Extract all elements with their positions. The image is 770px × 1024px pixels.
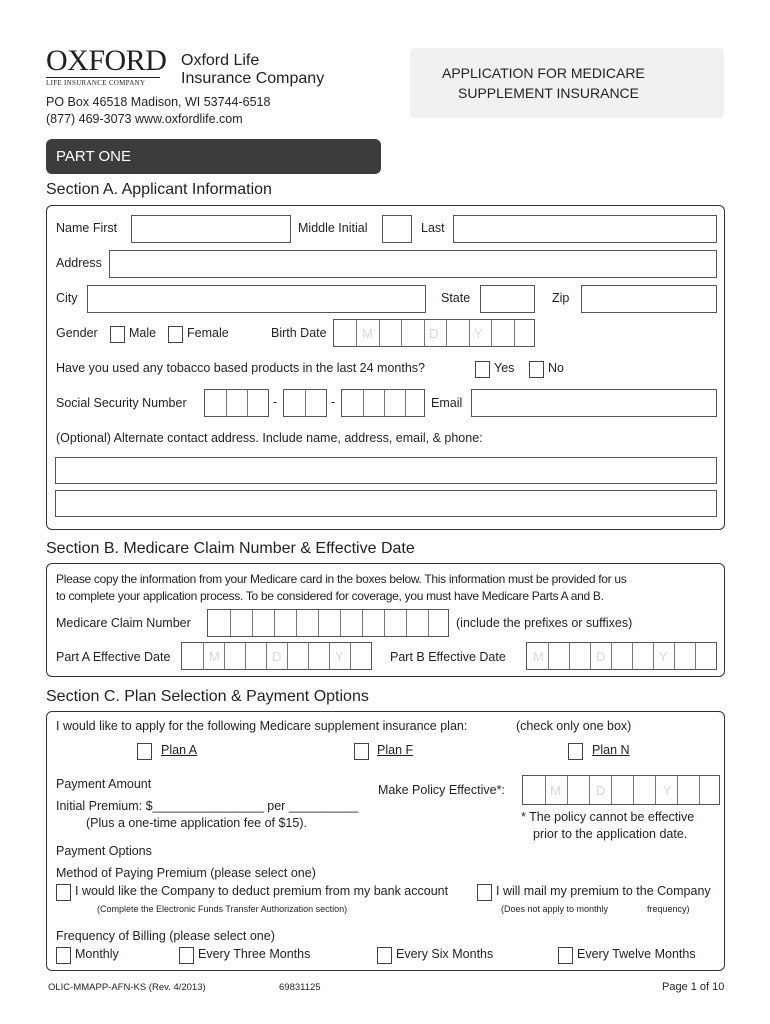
section-b-instructions-line2: to complete your application process. To be considered for coverage, you must have Medicare Parts A and B. <box>56 589 604 603</box>
claim-number-input[interactable] <box>207 609 449 637</box>
address-input[interactable] <box>109 250 717 278</box>
plan-n-checkbox[interactable] <box>568 743 583 760</box>
tobacco-yes-checkbox[interactable] <box>475 361 490 378</box>
part-b-date-label: Part B Effective Date <box>390 650 506 664</box>
tobacco-no-checkbox[interactable] <box>529 361 544 378</box>
effective-date-input[interactable] <box>522 775 720 805</box>
ssn-dash-1: - <box>273 395 278 409</box>
alt-contact-input-line1[interactable] <box>55 457 717 484</box>
birth-month-placeholder: M <box>362 326 373 341</box>
city-label: City <box>56 291 78 305</box>
ssn-label: Social Security Number <box>56 396 187 410</box>
section-c-title: Section C. Plan Selection & Payment Options <box>46 688 369 705</box>
mail-premium-note-a: (Does not apply to monthly <box>501 904 609 914</box>
plan-f-checkbox[interactable] <box>354 743 369 760</box>
policy-note-line1: * The policy cannot be effective <box>521 810 695 824</box>
last-name-input[interactable] <box>453 215 717 243</box>
initial-premium-line[interactable]: Initial Premium: $________________ per __________ <box>56 799 359 813</box>
ssn-part2-input[interactable] <box>283 389 327 417</box>
address-label: Address <box>56 256 102 270</box>
effective-month-placeholder: M <box>550 783 561 798</box>
zip-label: Zip <box>552 291 570 305</box>
mail-premium-checkbox[interactable] <box>477 884 492 901</box>
make-effective-label: Make Policy Effective*: <box>378 783 505 797</box>
gender-label: Gender <box>56 326 98 340</box>
three-months-label: Every Three Months <box>198 947 311 961</box>
email-input[interactable] <box>471 389 717 417</box>
barcode-number: 69831125 <box>279 982 321 993</box>
prefix-note: (include the prefixes or suffixes) <box>456 616 633 630</box>
tobacco-question: Have you used any tobacco based products in the last 24 months? <box>56 361 425 375</box>
part-a-month-placeholder: M <box>209 649 220 664</box>
monthly-checkbox[interactable] <box>56 947 71 964</box>
birth-day-placeholder: D <box>429 326 439 341</box>
plan-f-label: Plan F <box>377 743 414 757</box>
policy-note-line2: prior to the application date. <box>533 827 688 841</box>
first-name-input[interactable] <box>131 215 291 243</box>
male-label: Male <box>129 326 157 340</box>
male-checkbox[interactable] <box>110 326 125 343</box>
state-label: State <box>441 291 471 305</box>
deduct-bank-checkbox[interactable] <box>56 884 71 901</box>
page-number: Page 1 of 10 <box>662 981 725 993</box>
effective-day-placeholder: D <box>596 783 606 798</box>
ssn-dash-2: - <box>331 395 336 409</box>
email-label: Email <box>431 396 463 410</box>
company-name-line1: Oxford Life <box>181 52 260 69</box>
six-months-checkbox[interactable] <box>377 947 392 964</box>
birth-date-label: Birth Date <box>271 326 327 340</box>
application-fee-note: (Plus a one-time application fee of $15). <box>86 816 307 830</box>
logo-subtitle: LIFE INSURANCE COMPANY <box>46 79 146 87</box>
mail-premium-note-b: frequency) <box>647 904 690 914</box>
part-a-date-input[interactable] <box>181 642 372 670</box>
company-name-line2: Insurance Company <box>181 70 325 87</box>
section-b-title: Section B. Medicare Claim Number & Effective Date <box>46 540 415 557</box>
plan-a-label: Plan A <box>161 743 198 757</box>
effective-year-placeholder: Y <box>663 783 672 798</box>
middle-initial-input[interactable] <box>382 215 412 243</box>
name-first-label: Name First <box>56 221 118 235</box>
plan-n-label: Plan N <box>592 743 630 757</box>
deduct-bank-note: (Complete the Electronic Funds Transfer Authorization section) <box>97 904 348 914</box>
city-input[interactable] <box>87 285 426 313</box>
company-address: PO Box 46518 Madison, WI 53744-6518 <box>46 95 271 109</box>
oxford-logo <box>46 44 167 88</box>
birth-year-placeholder: Y <box>474 326 483 341</box>
apply-text: I would like to apply for the following Medicare supplement insurance plan: <box>56 719 468 733</box>
part-one-banner <box>46 139 381 174</box>
state-input[interactable] <box>480 285 535 313</box>
twelve-months-label: Every Twelve Months <box>577 947 696 961</box>
six-months-label: Every Six Months <box>396 947 494 961</box>
check-one-note: (check only one box) <box>516 719 632 733</box>
ssn-part3-input[interactable] <box>341 389 425 417</box>
alt-contact-input-line2[interactable] <box>55 490 717 517</box>
part-b-year-placeholder: Y <box>659 649 668 664</box>
part-a-day-placeholder: D <box>272 649 282 664</box>
monthly-label: Monthly <box>75 947 119 961</box>
method-label: Method of Paying Premium (please select one) <box>56 866 316 880</box>
ssn-part1-input[interactable] <box>204 389 269 417</box>
part-a-date-label: Part A Effective Date <box>56 650 171 664</box>
three-months-checkbox[interactable] <box>179 947 194 964</box>
form-title-box <box>410 48 724 118</box>
middle-initial-label: Middle Initial <box>298 221 368 235</box>
form-title-line2: SUPPLEMENT INSURANCE <box>458 85 640 101</box>
company-contact: (877) 469-3073 www.oxfordlife.com <box>46 112 243 126</box>
zip-input[interactable] <box>581 285 717 313</box>
birth-date-input[interactable] <box>333 319 535 347</box>
frequency-label: Frequency of Billing (please select one) <box>56 929 275 943</box>
twelve-months-checkbox[interactable] <box>558 947 573 964</box>
part-a-year-placeholder: Y <box>335 649 344 664</box>
alt-contact-label: (Optional) Alternate contact address. Include name, address, email, & phone: <box>56 431 483 445</box>
female-checkbox[interactable] <box>168 326 183 343</box>
part-b-month-placeholder: M <box>533 649 544 664</box>
mail-premium-label: I will mail my premium to the Company <box>496 884 711 898</box>
tobacco-no-label: No <box>548 361 564 375</box>
part-b-date-input[interactable] <box>526 642 717 670</box>
part-b-day-placeholder: D <box>596 649 606 664</box>
form-code: OLIC-MMAPP-AFN-KS (Rev. 4/2013) <box>48 982 206 993</box>
claim-number-label: Medicare Claim Number <box>56 616 191 630</box>
deduct-bank-label: I would like the Company to deduct premium from my bank account <box>75 884 449 898</box>
tobacco-yes-label: Yes <box>494 361 515 375</box>
logo-word: OXFORD <box>46 44 167 77</box>
payment-amount-label: Payment Amount <box>56 777 152 791</box>
plan-a-checkbox[interactable] <box>137 743 152 760</box>
part-one-label: PART ONE <box>56 148 132 165</box>
female-label: Female <box>187 326 229 340</box>
payment-options-label: Payment Options <box>56 844 152 858</box>
last-name-label: Last <box>421 221 445 235</box>
section-b-instructions-line1: Please copy the information from your Medicare card in the boxes below. This information must be provided for us <box>56 572 627 586</box>
form-title-line1: APPLICATION FOR MEDICARE <box>442 65 645 81</box>
section-a-title: Section A. Applicant Information <box>46 181 272 198</box>
